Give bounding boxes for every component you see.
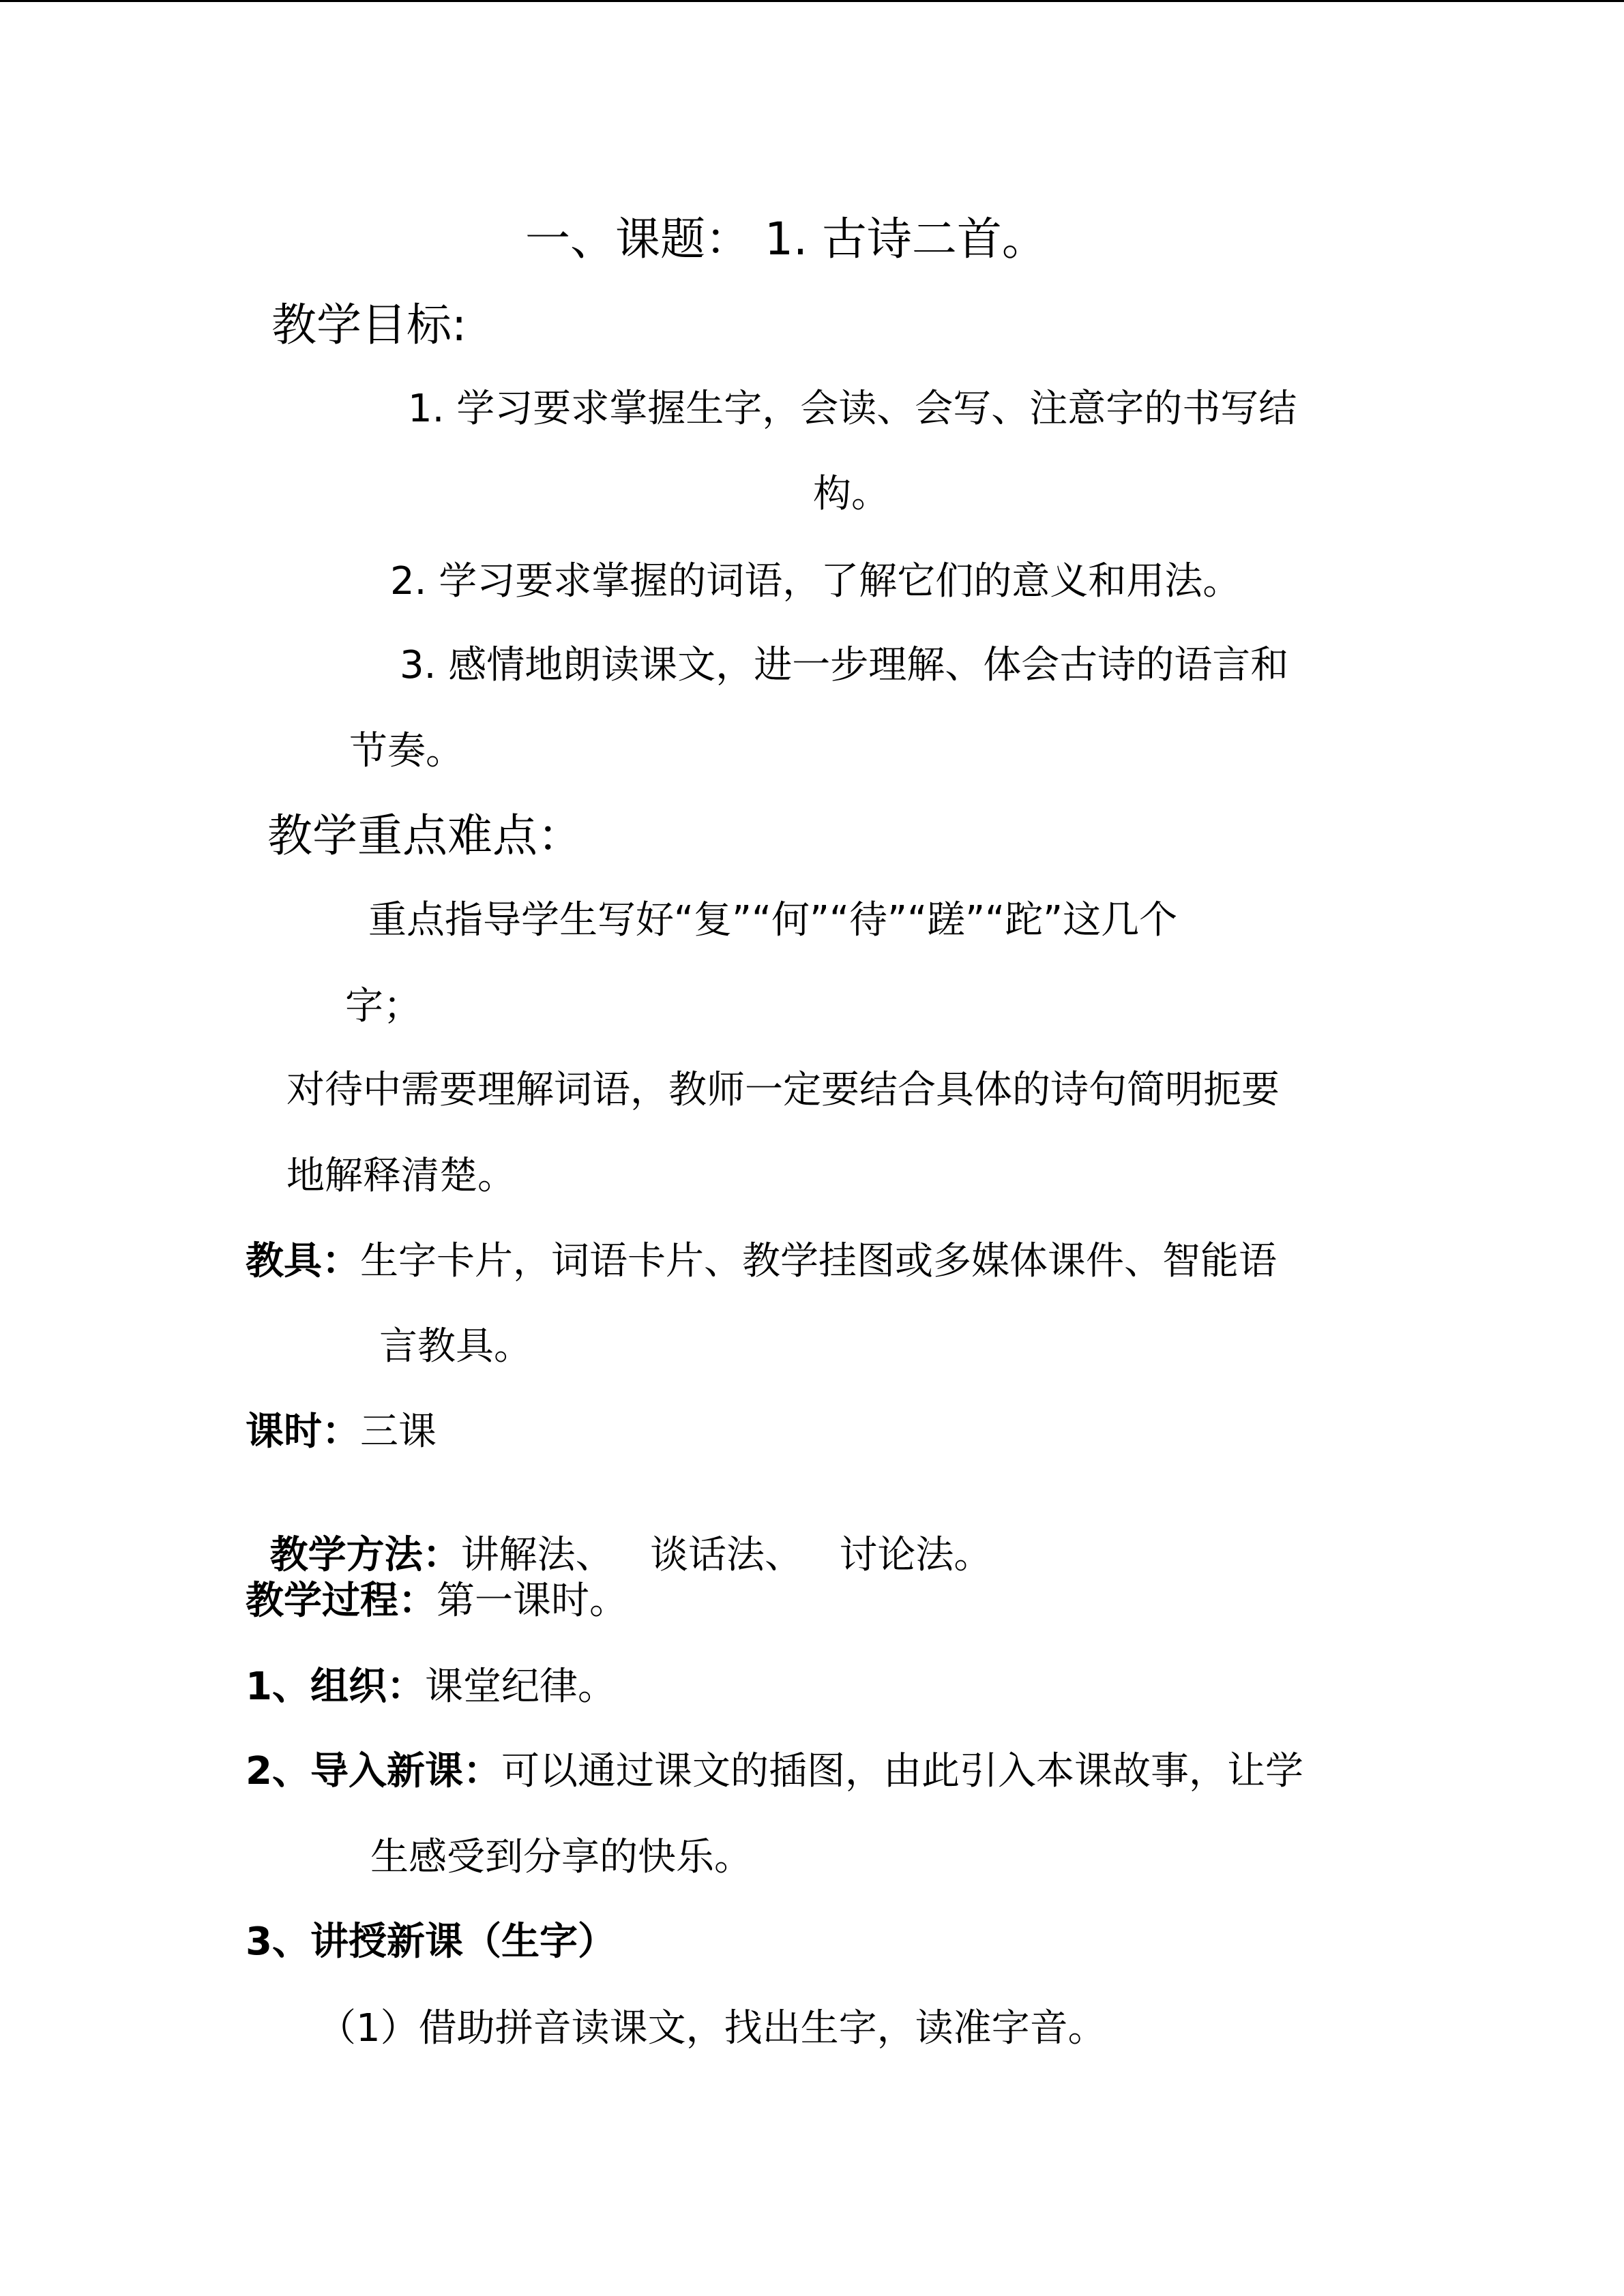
key-point-2-line-2: 地解释清楚。 — [286, 1154, 516, 1198]
step-1-label: 1、组织： — [246, 1665, 425, 1709]
methods-text: 讲解法、 谈话法、 讨论法。 — [460, 1533, 992, 1577]
tools-text: 生字卡片，词语卡片、教学挂图或多媒体课件、智能语 — [360, 1239, 1277, 1283]
page-title: 一、课题： 1. 古诗二首。 — [525, 213, 1047, 265]
step-1-line — [246, 1665, 616, 1709]
objective-1-line-1: 1. 学习要求掌握生字，会读、会写、注意字的书写结 — [408, 387, 1297, 431]
step-3-heading: 3、讲授新课（生字） — [246, 1920, 616, 1964]
sub-step-1: （1）借助拼音读课文，找出生字，读准字音。 — [318, 2006, 1106, 2051]
objective-2: 2. 学习要求掌握的词语，了解它们的意义和用法。 — [390, 559, 1241, 603]
process-line — [246, 1579, 628, 1623]
objective-1-line-2: 构。 — [813, 472, 889, 516]
step-2-line-1 — [246, 1749, 1303, 1793]
process-text: 第一课时。 — [437, 1579, 628, 1623]
step-2-line-2: 生感受到分享的快乐。 — [370, 1835, 752, 1879]
methods-label: 教学方法： — [269, 1533, 461, 1577]
top-border-line — [0, 0, 1624, 2]
key-point-2-line-1: 对待中需要理解词语，教师一定要结合具体的诗句简明扼要 — [286, 1068, 1280, 1112]
key-points-heading: 教学重点难点： — [267, 809, 582, 862]
step-2-label: 2、导入新课： — [246, 1749, 501, 1793]
periods-text: 三课 — [360, 1410, 437, 1454]
periods-line — [246, 1410, 437, 1454]
tools-label: 教具： — [246, 1239, 360, 1283]
key-point-1-line-1: 重点指导学生写好“复”“何”“待”“蹉”“跎”这几个 — [368, 898, 1178, 942]
periods-label: 课时： — [246, 1410, 360, 1454]
objective-3-line-1: 3. 感情地朗读课文，进一步理解、体会古诗的语言和 — [400, 643, 1289, 687]
process-label: 教学过程： — [246, 1579, 437, 1623]
step-1-text: 课堂纪律。 — [424, 1665, 616, 1709]
objective-3-line-2: 节奏。 — [349, 729, 464, 773]
tools-line-1 — [246, 1239, 1277, 1283]
objectives-heading: 教学目标: — [271, 299, 467, 351]
methods-line — [246, 1498, 992, 1575]
step-2-text: 可以通过课文的插图，由此引入本课故事，让学 — [501, 1749, 1303, 1793]
tools-line-2: 言教具。 — [379, 1324, 532, 1369]
key-point-1-line-2: 字； — [345, 984, 422, 1028]
